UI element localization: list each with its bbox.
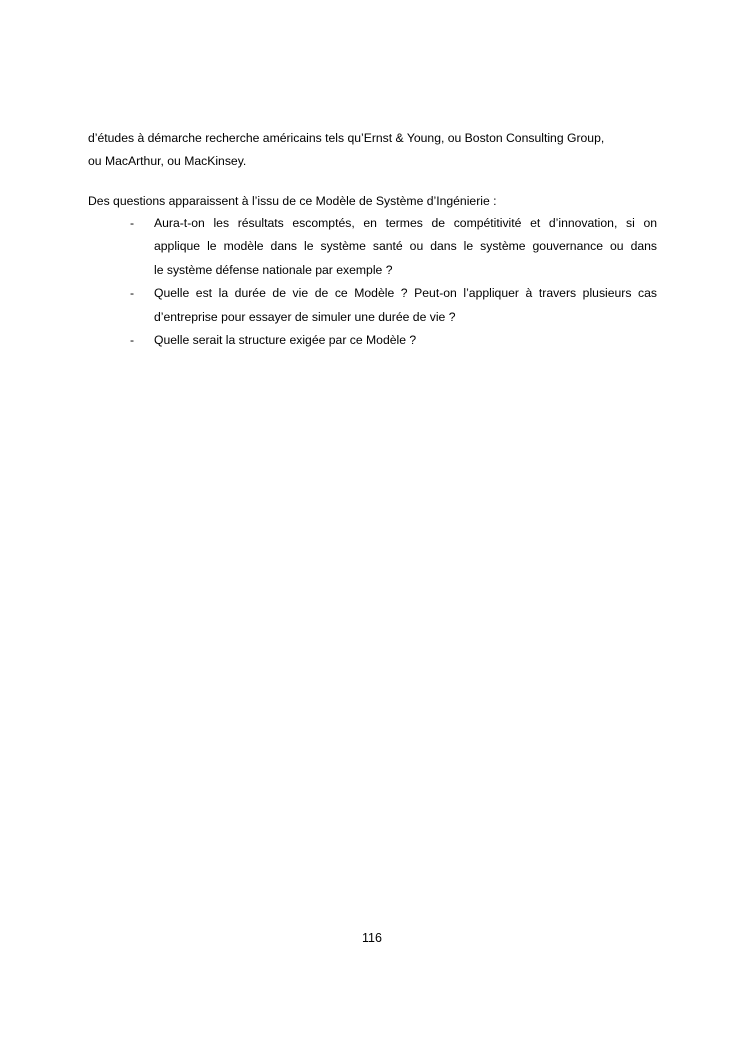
bullet-1-marker: - bbox=[130, 216, 135, 230]
bullet-1-line-1: Aura-t-on les résultats escomptés, en termes de compétitivité et d’innovation, si on bbox=[154, 216, 657, 230]
paragraph-1-line-2: ou MacArthur, ou MacKinsey. bbox=[88, 154, 247, 168]
bullet-1-line-3: le système défense nationale par exemple ? bbox=[154, 263, 393, 277]
bullet-2-marker: - bbox=[130, 286, 135, 300]
page-number: 116 bbox=[362, 931, 382, 945]
bullet-3-line-1: Quelle serait la structure exigée par ce Modèle ? bbox=[154, 333, 417, 347]
bullet-2-line-2: d’entreprise pour essayer de simuler une durée de vie ? bbox=[154, 310, 456, 324]
bullet-2-line-1: Quelle est la durée de vie de ce Modèle ? Peut-on l’appliquer à travers plusieurs cas bbox=[154, 286, 657, 300]
paragraph-1-line-1: d’études à démarche recherche américains tels qu’Ernst & Young, ou Boston Consulting Group, bbox=[88, 131, 605, 145]
paragraph-2-intro: Des questions apparaissent à l’issu de ce Modèle de Système d’Ingénierie : bbox=[88, 194, 497, 208]
bullet-1-line-2: applique le modèle dans le système santé ou dans le système gouvernance ou dans bbox=[154, 239, 657, 253]
bullet-3-marker: - bbox=[130, 333, 135, 347]
